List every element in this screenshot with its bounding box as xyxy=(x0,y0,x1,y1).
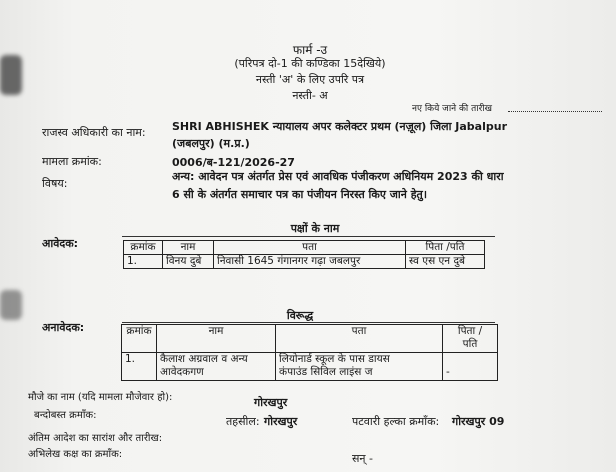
form-heading: नस्ती 'अ' के लिए उपरि पत्र xyxy=(255,73,365,86)
form-subtitle: (परिपत्र दो-1 की कण्डिका 15देखिये) xyxy=(234,57,386,70)
cell-name: कैलाश अग्रवाल व अन्य आवेदकगण xyxy=(157,353,276,381)
col-address: पता xyxy=(214,241,406,255)
table-row xyxy=(124,255,485,269)
officer-value-line1: SHRI ABHISHEK न्यायालय अपर कलेक्टर प्रथम (नज़ूल) जिला Jabalpur xyxy=(172,120,508,133)
final-order-label: अंतिम आदेश का सारांश और तारीख: xyxy=(28,433,163,444)
cell-father: - xyxy=(443,353,498,381)
parties-title: पक्षों के नाम xyxy=(290,222,340,235)
scan-shadow xyxy=(0,55,22,95)
cell-address: लियोनार्ड स्कूल के पास डायस कंपाउंड सिविल लाइंस ज xyxy=(276,353,443,381)
against-rule xyxy=(122,322,495,323)
table-header-row xyxy=(124,241,485,255)
cell-number: 1. xyxy=(124,255,163,269)
applicant-table xyxy=(123,240,485,269)
record-room-label: अभिलेख कक्ष का क्रमाँक: xyxy=(28,449,123,460)
against-title: विरूद्ध xyxy=(286,309,314,322)
col-number: क्रमांक xyxy=(124,241,163,255)
applicant-label: आवेदक: xyxy=(42,237,79,250)
scan-shadow xyxy=(0,290,22,320)
parties-rule xyxy=(122,236,495,237)
table-row xyxy=(122,353,498,381)
subject-line2: 6 सी के अंतर्गत समाचार पत्र का पंजीयन निरस्त किए जाने हेतु। xyxy=(172,188,427,201)
cell-address: निवासी 1645 गंगानगर गढ़ा जबलपुर xyxy=(214,255,406,269)
village-value: गोरखपुर xyxy=(254,396,288,409)
case-number: 0006/ब-121/2026-27 xyxy=(172,156,295,169)
respondent-table xyxy=(121,324,498,381)
form-title: फार्म -उ xyxy=(292,43,328,57)
cell-number: 1. xyxy=(122,353,157,381)
form-subheading: नस्ती- अ xyxy=(292,89,328,102)
subject-label: विषय: xyxy=(42,177,68,190)
table-header-row xyxy=(122,325,498,353)
tehsil-value: गोरखपुर xyxy=(264,415,298,428)
patwari-label: पटवारी हल्का क्रमाँक: xyxy=(352,415,440,428)
new-date-blank xyxy=(508,111,602,112)
new-date-label: नए किये जाने की तारीख xyxy=(412,104,492,114)
respondent-label: अनावेदक: xyxy=(42,321,85,334)
year-label: सन् - xyxy=(352,452,374,465)
settlement-label: बन्दोबस्त क्रमाँक: xyxy=(34,410,97,421)
col-name: नाम xyxy=(157,325,276,353)
officer-label: राजस्व अधिकारी का नाम: xyxy=(42,126,146,139)
col-father: पिता / पति xyxy=(443,325,498,353)
tehsil-label: तहसील: xyxy=(226,415,260,428)
cell-name: विनय दुबे xyxy=(163,255,214,269)
col-father: पिता /पति xyxy=(406,241,485,255)
subject-line1: अन्य: आवेदन पत्र अंतर्गत प्रेस एवं आवधिक पंजीकरण अधिनियम 2023 की धारा xyxy=(172,170,504,183)
col-address: पता xyxy=(276,325,443,353)
officer-value-line2: (जबलपुर) (म.प्र.) xyxy=(172,137,250,150)
col-name: नाम xyxy=(163,241,214,255)
patwari-value: गोरखपुर 09 xyxy=(452,415,505,428)
case-label: मामला क्रमांक: xyxy=(42,155,102,168)
village-label: मौजे का नाम (यदि मामला मौजेवार हो): xyxy=(28,392,173,403)
col-number: क्रमांक xyxy=(122,325,157,353)
cell-father: स्व एस एन दुबे xyxy=(406,255,485,269)
